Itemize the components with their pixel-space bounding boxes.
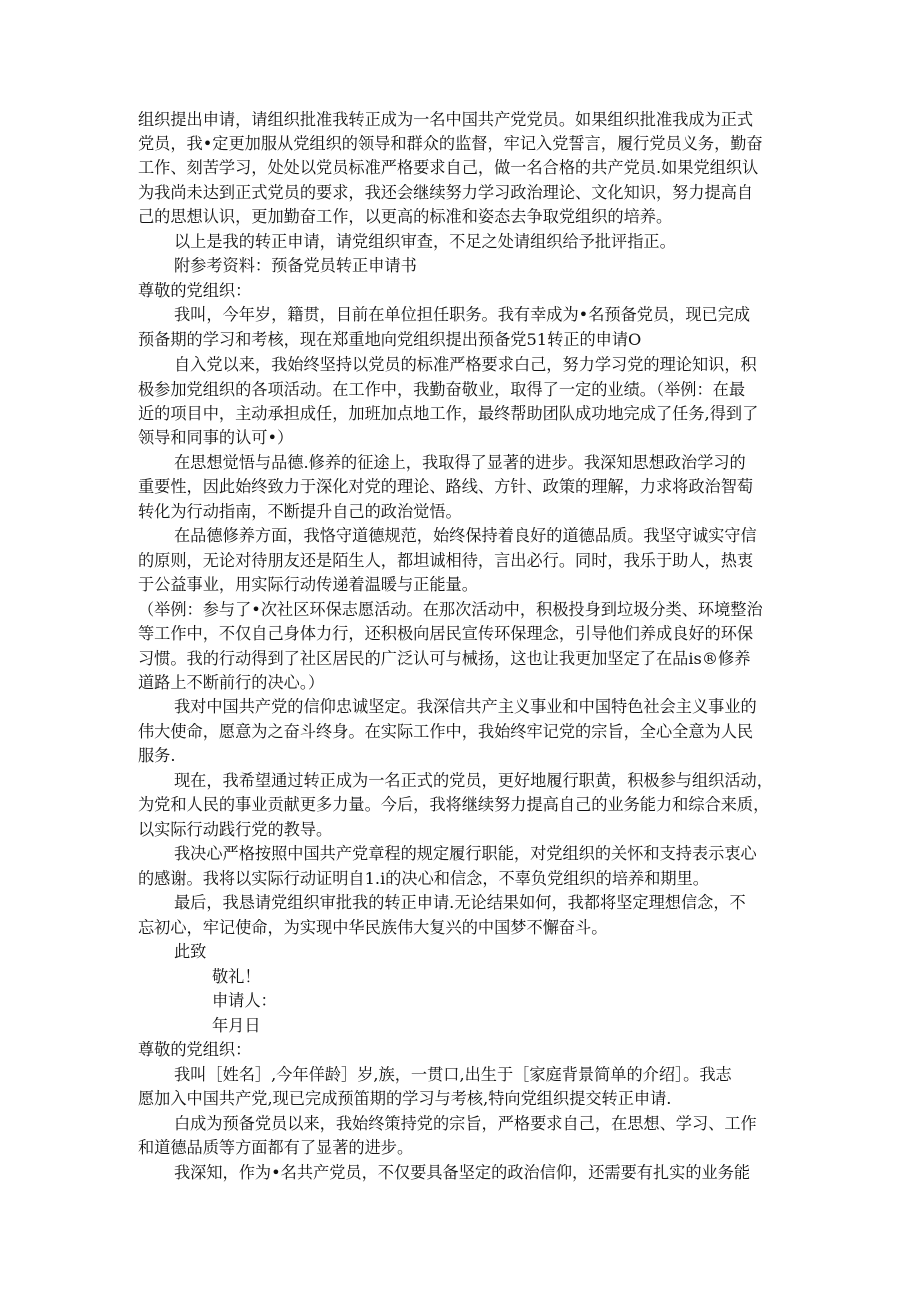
text-line: 最后，我恳请党组织审批我的转正申请.无论结果如何，我都将坚定理想信念，不 (174, 893, 746, 912)
closing-zhi: 此致 (174, 942, 207, 961)
text-line: 于公益事业，用实际行动传递着温暖与正能量。 (138, 575, 478, 594)
salutation: 尊敬的党组织： (138, 1040, 252, 1059)
text-line: 以实际行动践行党的教导。 (138, 820, 333, 839)
text-line: 在品德修养方面，我恪守道德规范，始终保持着良好的道德品质。我坚守诚实守信 (174, 526, 757, 545)
text-line: 自入党以来，我始终坚持以党员的标准严格要求白己，努力学习党的理论知识，积 (174, 355, 757, 374)
text-line: 近的项目中，主动承担成任，加班加点地工作，最终帮助团队成功地完成了任务,得到了 (138, 404, 759, 423)
text-line: 附参考资料：预备党员转正申请书 (174, 256, 417, 275)
text-line: 在思想觉悟与品德.修养的征途上，我取得了显著的进步。我深知思想政治学习的 (174, 453, 746, 472)
text-line: 为我尚未达到正式党员的要求，我还会继续努力学习政治理论、文化知识，努力提高自 (138, 183, 754, 202)
text-line: 极参加党组织的各项活动。在工作中，我勤奋敬业，取得了一定的业绩。（举例：在最 (138, 380, 746, 399)
text-line: 我决心严格按照中国共产党章程的规定履行职能，对党组织的关怀和支持表示衷心 (174, 844, 757, 863)
text-line: 我对中国共产党的信仰忠诚坚定。我深信共产主义事业和中国特色社会主义事业的 (174, 697, 757, 716)
text-line: 我叫，今年岁，籍贯，目前在单位担任职务。我有幸成为•名预备党员，现已完成 (174, 305, 751, 324)
text-line: 我深知，作为•名共产党员，不仅要具备坚定的政治信仰，还需要有扎实的业务能 (174, 1163, 751, 1182)
text-line: （举例：参与了•次社区环保志愿活动。在那次活动中，积极投身到垃圾分类、环境整治 (138, 600, 763, 619)
text-line: 党员，我•定更加服从党组织的领导和群众的监督，牢记入党誓言，履行党员义务，勤奋 (138, 134, 763, 153)
text-line: 白成为预备党员以来，我始终策持党的宗旨，严格要求自己，在思想、学习、工作 (174, 1114, 757, 1133)
text-line: 习惯。我的行动得到了社区居民的广泛认可与械扬，这也让我更加坚定了在品is®修养 (138, 649, 751, 668)
salutation: 尊敬的党组织： (138, 281, 252, 300)
text-line: 组织提出申请，请组织批准我转正成为一名中国共产党党员。如果组织批准我成为正式 (138, 110, 754, 129)
text-line: 领导和同事的认可•） (138, 428, 294, 447)
text-line: 的原则，无论对待朋友还是陌生人，都坦诚相待，言出必行。同时，我乐于助人，热衷 (138, 551, 754, 570)
signature-applicant: 申请人： (212, 991, 277, 1010)
text-line: 现在，我希望通过转正成为一名正式的党员，更好地履行职黄，积极参与组织活动， (174, 771, 773, 790)
text-line: 和道德品质等方面都有了显著的进步。 (138, 1138, 414, 1157)
text-line: 道路上不断前行的决心。） (138, 673, 325, 692)
text-line: 为党和人民的事业贡献更多力量。今后，我将继续努力提高自己的业务能力和综合来质， (138, 795, 770, 814)
text-line: 忘初心，牢记使命，为实现中华民族伟大复兴的中国梦不懈奋斗。 (138, 918, 608, 937)
closing-jingli: 敬礼！ (212, 967, 261, 986)
text-line: 重要性，因此始终致力于深化对党的理论、路线、方针、政策的理解，力求将政治智萄 (138, 477, 754, 496)
text-line: 预备期的学习和考核，现在郑重地向党组织提出预备党51转正的申请O (138, 330, 642, 349)
text-line: 以上是我的转正申请，请党组织审查，不足之处请组织给予批评指正。 (174, 232, 676, 251)
text-line: 己的思想认识，更加勤奋工作，以更高的标准和姿态去争取党组织的培养。 (138, 207, 673, 226)
text-line: 等工作中，不仅自己身体力行，还积极向居民宣传环保理念，引导他们养成良好的环保 (138, 624, 754, 643)
text-line: 服务. (138, 746, 176, 765)
text-line: 转化为行动指南，不断提升自己的政治觉悟。 (138, 502, 462, 521)
text-line: 愿加入中国共产党,现已完成预笛期的学习与考核,特向党组织提交转正申请. (138, 1089, 672, 1108)
signature-date: 年月日 (212, 1016, 261, 1035)
text-line: 伟大使命，愿意为之奋斗终身。在实际工作中，我始终牢记党的宗旨，全心全意为人民 (138, 722, 754, 741)
text-line: 我叫［姓名］,今年佯龄］岁,族，一贯口,出生于［家庭背景简单的介绍］。我志 (174, 1065, 732, 1084)
text-line: 的感谢。我将以实际行动证明自1.i的决心和信念，不辜负党组织的培养和期里。 (138, 869, 709, 888)
text-line: 工作、刻苦学习，处处以党员标准严格要求自己，做一名合格的共产党员.如果党组织认 (138, 158, 759, 177)
